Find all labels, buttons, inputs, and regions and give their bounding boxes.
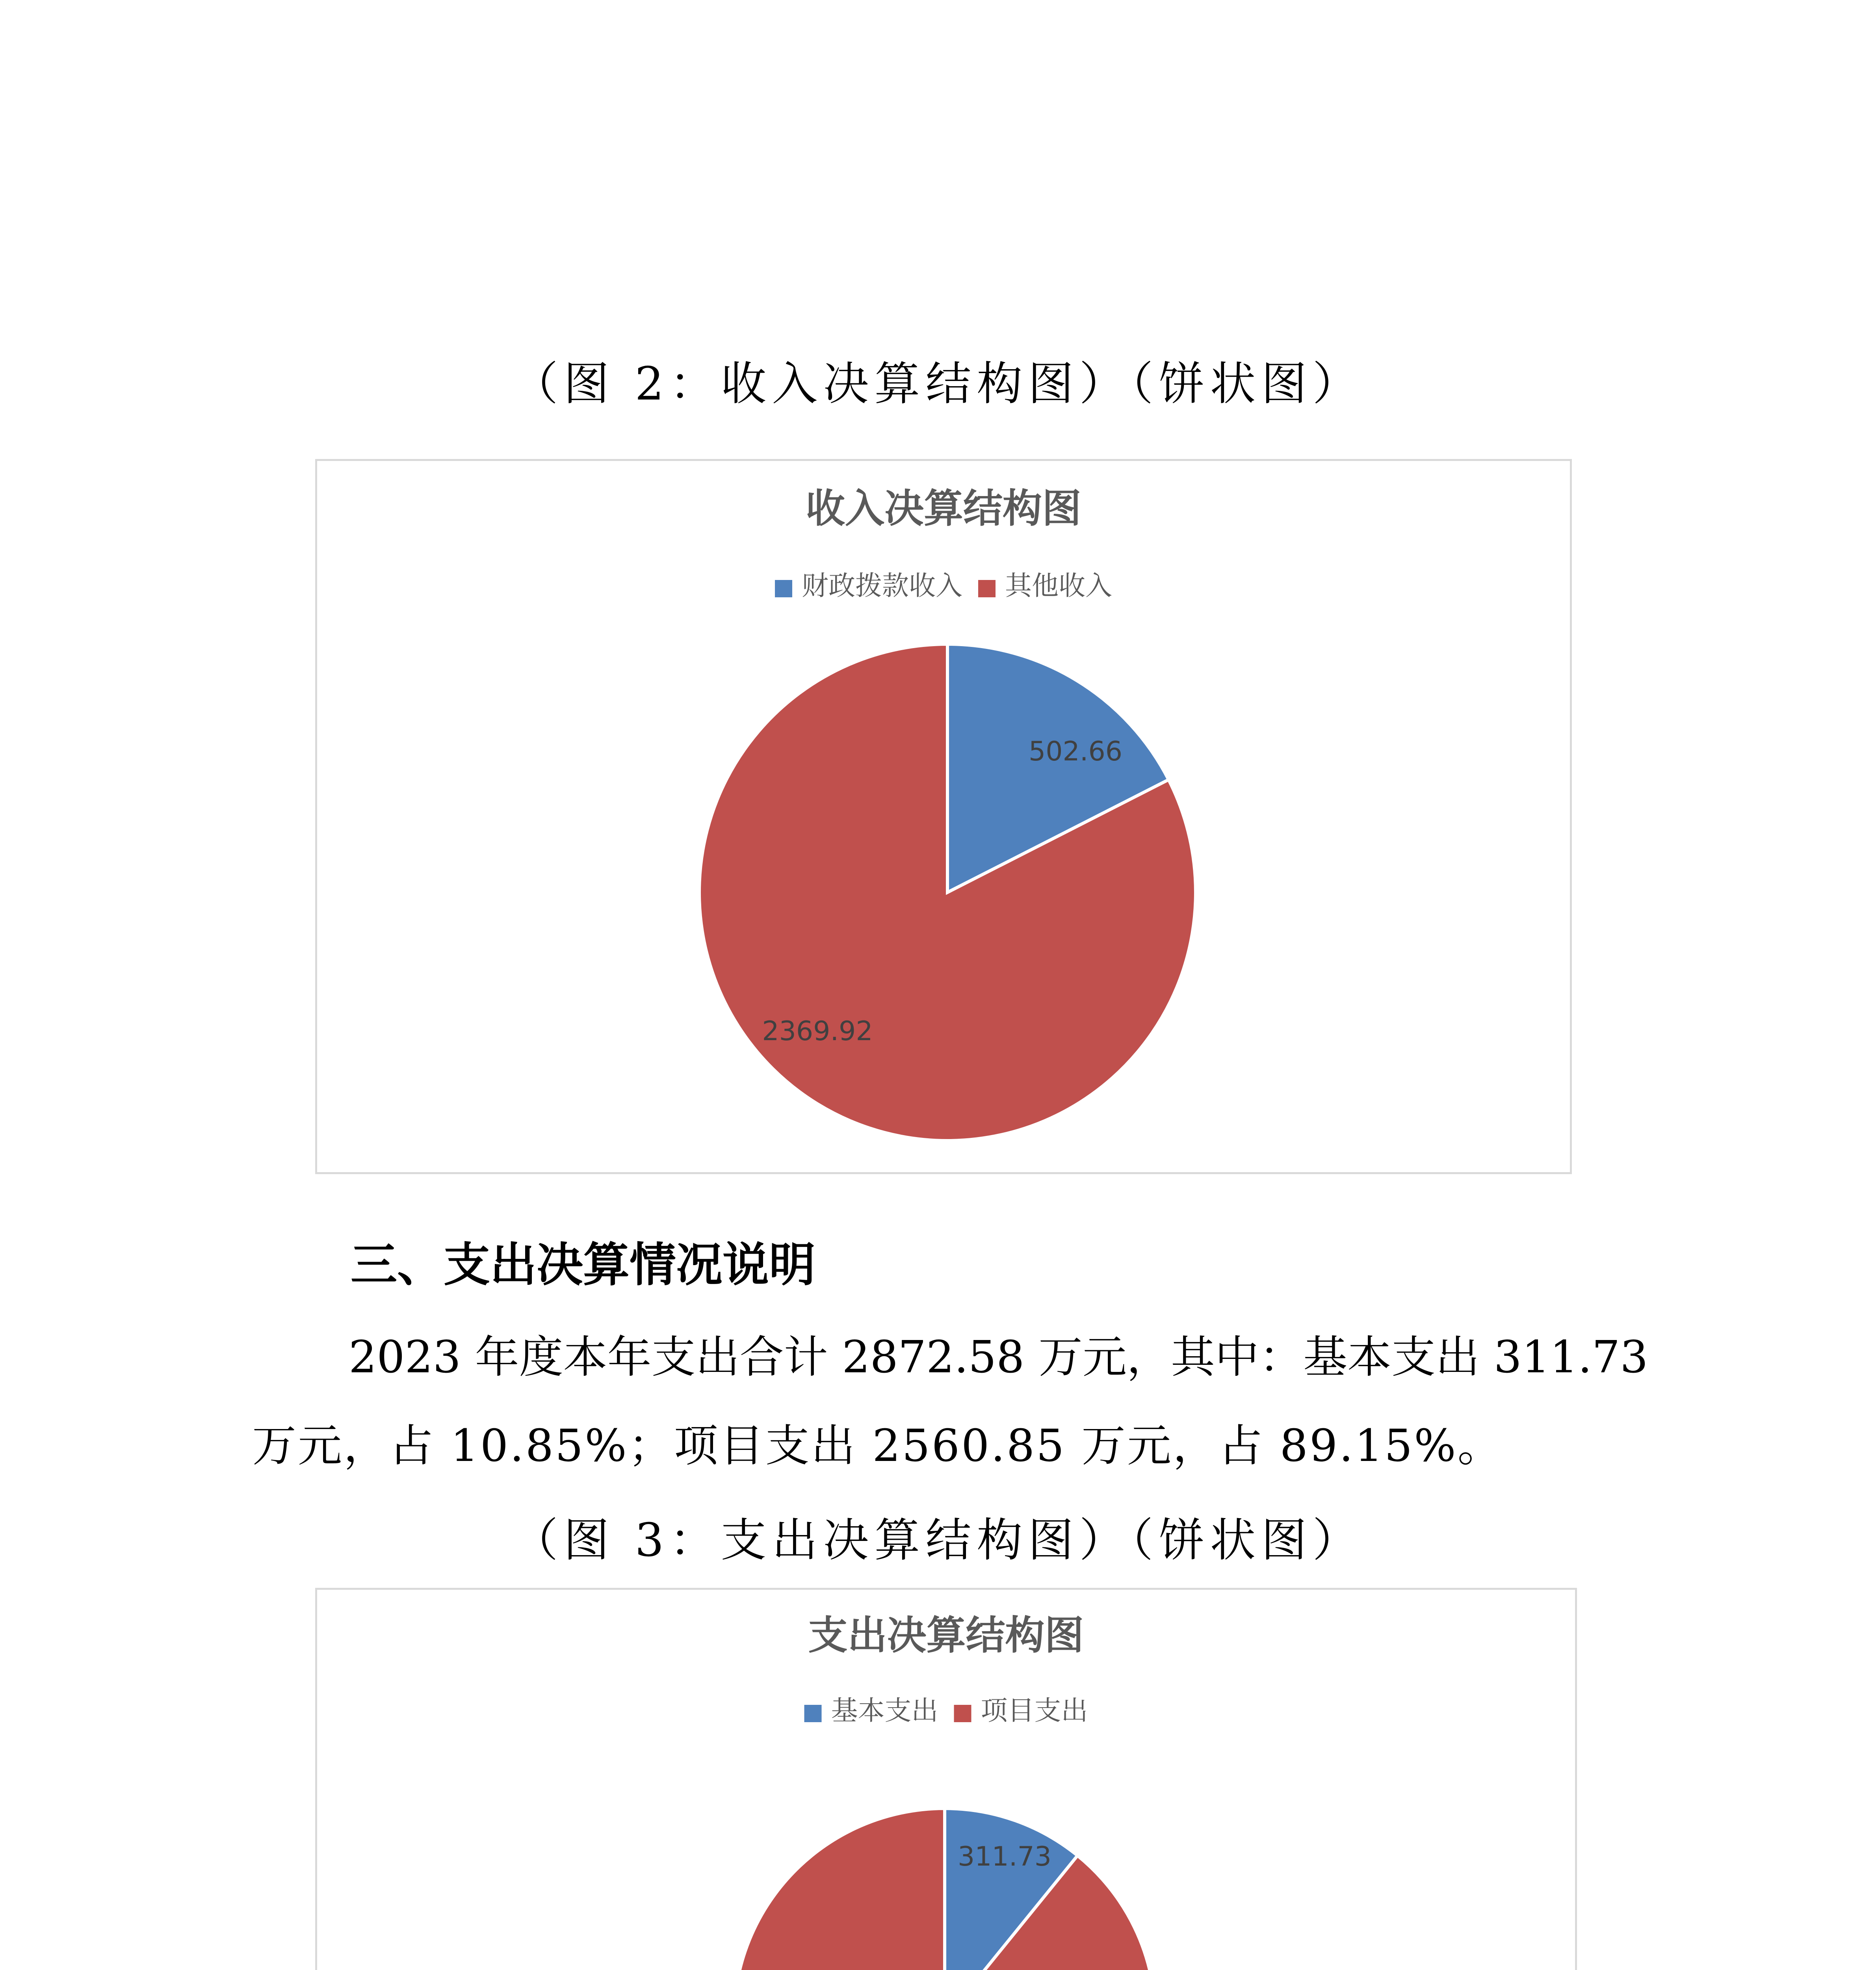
expenditure-pie-svg [317,1590,1575,1970]
figure-3-caption: （图 3：支出决算结构图）（饼状图） [512,1514,1364,1567]
legend-swatch-1 [978,580,996,597]
data-label-0: 311.73 [958,1841,1051,1872]
section-heading: 三、支出决算情况说明 [351,1238,816,1292]
chart-title: 收入决算结构图 [806,485,1081,532]
paragraph-line-1: 2023 年度本年支出合计 2872.58 万元，其中：基本支出 311.73 [349,1332,1648,1383]
expenditure-pie-chart [315,1588,1577,1970]
legend-swatch-0 [775,580,792,597]
legend-swatch-0 [804,1705,822,1722]
legend-label-0: 基本支出 [831,1695,938,1727]
income-pie-chart [315,459,1572,1174]
chart-title: 支出决算结构图 [808,1612,1084,1658]
income-pie-svg [317,461,1570,1172]
paragraph-line-2: 万元，占 10.85%；项目支出 2560.85 万元，占 89.15%。 [252,1420,1503,1472]
pie-slice-项目支出 [734,1808,1155,1970]
legend-swatch-1 [954,1705,971,1722]
legend-label-1: 项目支出 [981,1695,1088,1727]
figure-2-caption: （图 2：收入决算结构图）（饼状图） [512,357,1364,411]
data-label-0: 502.66 [1029,736,1122,767]
legend-label-0: 财政拨款收入 [802,571,963,602]
data-label-1: 2369.92 [762,1016,873,1047]
legend-label-1: 其他收入 [1005,571,1113,602]
